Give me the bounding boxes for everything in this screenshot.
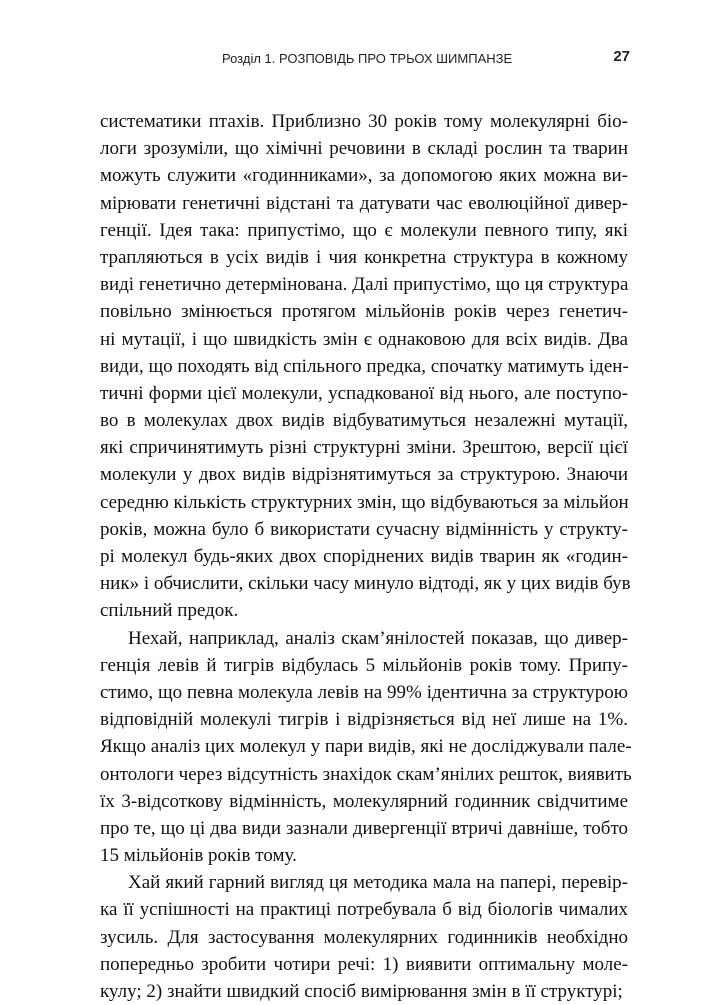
- text-line: років, можна було б використати сучасну відмінність у структу-: [100, 518, 628, 540]
- text-line: повільно змінюється протягом мільйонів років через генетич-: [100, 301, 628, 323]
- paragraph: [100, 625, 632, 870]
- paragraph: [100, 108, 631, 625]
- text-line: во в молекулах двох видів відбуватимуться незалежні мутації,: [100, 410, 628, 432]
- text-line: 15 мільйонів років тому.: [100, 845, 297, 867]
- text-line: середню кількість структурних змін, що відбуваються за мільйон: [100, 491, 629, 513]
- text-line: виді генетично детермінована. Далі припустімо, що ця структура: [100, 274, 629, 296]
- text-line: ник» і обчислити, скільки часу минуло відтоді, як у цих видів був: [100, 573, 631, 595]
- text-line: рі молекул будь-яких двох споріднених видів тварин як «годин-: [100, 546, 628, 567]
- text-line: генції. Ідея така: припустімо, що є молекули певного типу, які: [100, 219, 628, 241]
- text-line: генція левів й тигрів відбулась 5 мільйонів років тому. Припу-: [100, 654, 628, 676]
- body-text: [100, 108, 632, 1005]
- text-line: ка її успішності на практиці потребувала б від біологів чималих: [100, 899, 628, 921]
- text-line: їх 3-відсоткову відмінність, молекулярний годинник свідчитиме: [100, 790, 628, 812]
- text-line: Нехай, наприклад, аналіз скам’янілостей показав, що дивер-: [128, 627, 628, 649]
- text-line: мірювати генетичні відстані та датувати час еволюційної дивер-: [100, 192, 628, 214]
- chapter-title: Розділ 1. РОЗПОВІДЬ ПРО ТРЬОХ ШИМПАНЗЕ: [222, 51, 513, 66]
- text-line: можуть служити «годинниками», за допомогою яких можна ви-: [100, 165, 628, 187]
- text-line: молекули у двох видів відрізнятимуться за структурою. Знаючи: [100, 464, 628, 486]
- text-line: які спричинятимуть різні структурні зміни. Зрештою, версії цієї: [100, 437, 628, 459]
- text-line: про те, що ці два види зазнали дивергенції втричі давніше, тобто: [100, 817, 628, 839]
- text-line: Хай який гарний вигляд ця методика мала на папері, перевір-: [128, 872, 628, 894]
- paragraph: [100, 869, 628, 1005]
- text-line: трапляються в усіх видів і чия конкретна структура в кожному: [100, 246, 628, 268]
- running-header: [100, 48, 630, 70]
- text-line: ні мутації, і що швидкість змін є однаковою для всіх видів. Два: [100, 328, 628, 350]
- text-line: види, що походять від спільного предка, спочатку матимуть іден-: [100, 355, 629, 377]
- text-line: логи зрозуміли, що хімічні речовини в складі рослин та тварин: [100, 138, 628, 160]
- text-line: спільний предок.: [100, 600, 239, 622]
- text-line: систематики птахів. Приблизно 30 років тому молекулярні біо-: [100, 111, 628, 132]
- text-line: кулу; 2) знайти швидкий спосіб вимірювання змін в її структурі;: [100, 981, 623, 1002]
- text-line: попередньо зробити чотири речі: 1) виявити оптимальну моле-: [100, 953, 628, 975]
- text-line: відповідній молекулі тигрів і відрізняється від неї лише на 1%.: [100, 709, 628, 731]
- page-number: 27: [613, 48, 630, 65]
- text-line: зусиль. Для застосування молекулярних годинників необхідно: [100, 926, 628, 948]
- text-line: Якщо аналіз цих молекул у пари видів, які не досліджували пале-: [100, 736, 632, 758]
- text-line: онтологи через відсутність знахідок скам’янілих решток, виявить: [100, 763, 632, 785]
- text-line: тичні форми цієї молекули, успадкованої від нього, але поступо-: [100, 382, 628, 404]
- text-line: стимо, що певна молекула левів на 99% ідентична за структурою: [100, 681, 628, 703]
